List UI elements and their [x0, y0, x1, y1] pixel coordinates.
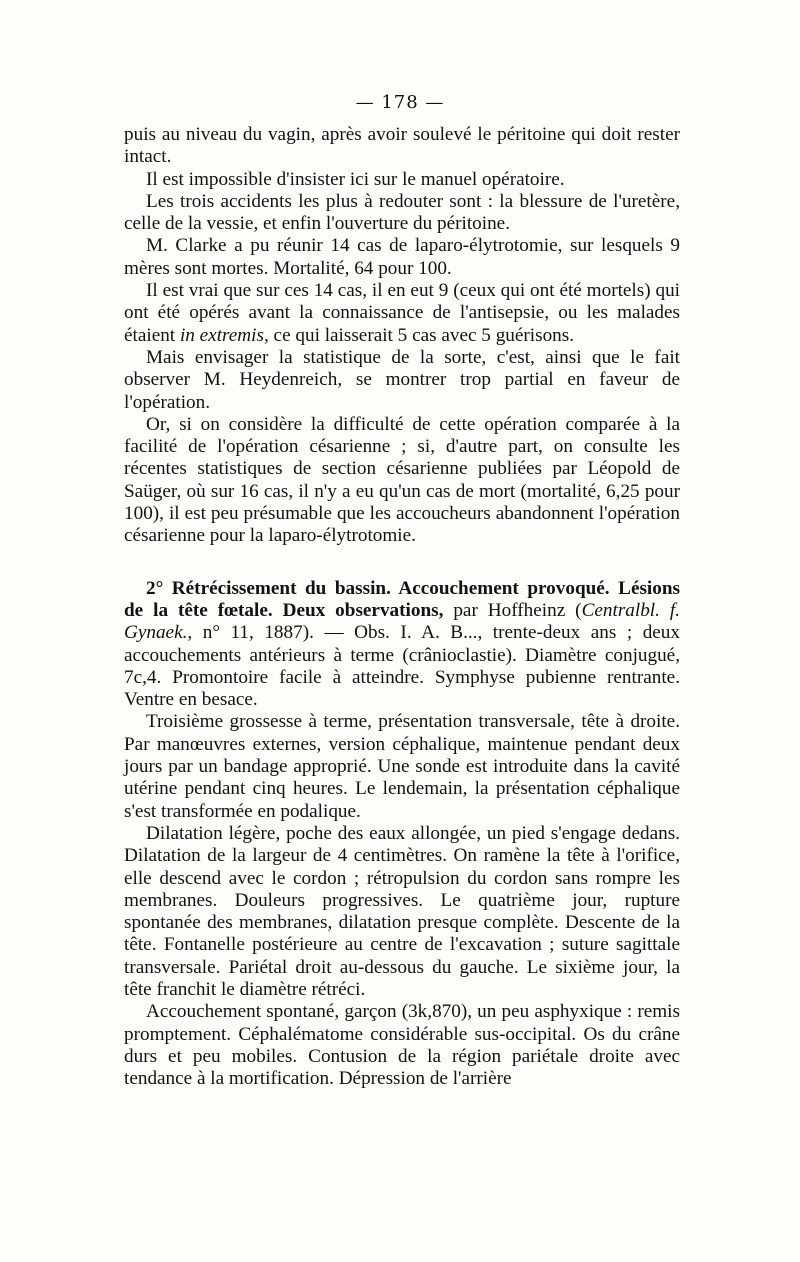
- paragraph-8: Troisième grossesse à terme, présentation transversale, tête à droite. Par manœuvres externes, version céphalique, maintenue pendant deux jours par un bandage approprié. Une sonde est introduite dans la cavité utérine pendant cinq heures. Le lendemain, la présentation céphalique s'est transformée en podalique.: [124, 711, 680, 822]
- paragraph-2: Il est impossible d'insister ici sur le manuel opératoire.: [146, 168, 565, 190]
- paragraph-6: Mais envisager la statistique de la sorte, c'est, ainsi que le fait observer M. Heydenreich, se montrer trop partial en faveur de l'opération.: [124, 346, 680, 413]
- paragraph-10: Accouchement spontané, garçon (3k,870), un peu asphyxique : remis promptement. Céphalématome considérable sus-occipital. Os du crâne durs et peu mobiles. Contusion de la région pariétale droite avec tendance à la mortification. Dépression de l'arrière: [124, 1001, 680, 1090]
- journal-name: Centralbl. f. Gynaek.: [124, 599, 681, 644]
- paragraph-5: [124, 280, 680, 347]
- section-heading: 2° Rétrécissement du bassin. Accouchement provoqué. Lésions de la tête fœtale. Deux observations,: [124, 577, 680, 621]
- paragraph-4: M. Clarke a pu réunir 14 cas de laparo-élytrotomie, sur lesquels 9 mères sont mortes. Mortalité, 64 pour 100.: [124, 235, 680, 279]
- section-heading-end: , n° 11, 1887). — Obs. I. A. B..., trente-deux ans ; deux accouchements antérieurs à terme (crânioclastie). Diamètre conjugué, 7c,4. Promontoire facile à atteindre. Symphyse pubienne rentrante. Ventre en besace.: [124, 622, 680, 711]
- paragraph-5-text-before: Il est vrai que sur ces 14 cas, il en eut 9 (ceux qui ont été mortels) qui ont été opérés avant la connaissance de l'antisepsie, ou les malades étaient: [124, 280, 680, 346]
- section-heading-paragraph: [124, 578, 680, 712]
- paragraph-9: Dilatation légère, poche des eaux allongée, un pied s'engage dedans. Dilatation de la largeur de 4 centimètres. On ramène la tête à l'orifice, elle descend avec le cordon ; rétropulsion du cordon sans rompre les membranes. Douleurs progressives. Le quatrième jour, rupture spontanée des membranes, dilatation presque complète. Descente de la tête. Fontanelle postérieure au centre de l'excavation ; suture sagittale transversale. Pariétal droit au-dessous du gauche. Le sixième jour, la tête franchit le diamètre rétréci.: [124, 822, 680, 1000]
- section-gap: [124, 548, 680, 578]
- paragraph-3: Les trois accidents les plus à redouter sont : la blessure de l'uretère, celle de la vessie, et enfin l'ouverture du péritoine.: [124, 190, 680, 235]
- paragraph-1: puis au niveau du vagin, après avoir soulevé le péritoine qui doit rester intact.: [124, 124, 680, 168]
- paragraph-7: Or, si on considère la difficulté de cette opération comparée à la facilité de l'opération césarienne ; si, d'autre part, on consulte les récentes statistiques de section césarienne publiées par Léopold de Saüger, où sur 16 cas, il n'y a eu qu'un cas de mort (mortalité, 6,25 pour 100), il est peu présumable que les accoucheurs abandonnent l'opération césarienne pour la laparo-élytrotomie.: [124, 413, 680, 547]
- page-number: — 178 —: [355, 92, 445, 113]
- section-heading-after: par Hoffheinz (: [443, 599, 582, 621]
- paragraph-5-text-after: ce qui laisserait 5 cas avec 5 guérisons.: [268, 324, 575, 346]
- paragraph-5-italic: in extremis,: [179, 324, 269, 346]
- body-text: [124, 124, 680, 1090]
